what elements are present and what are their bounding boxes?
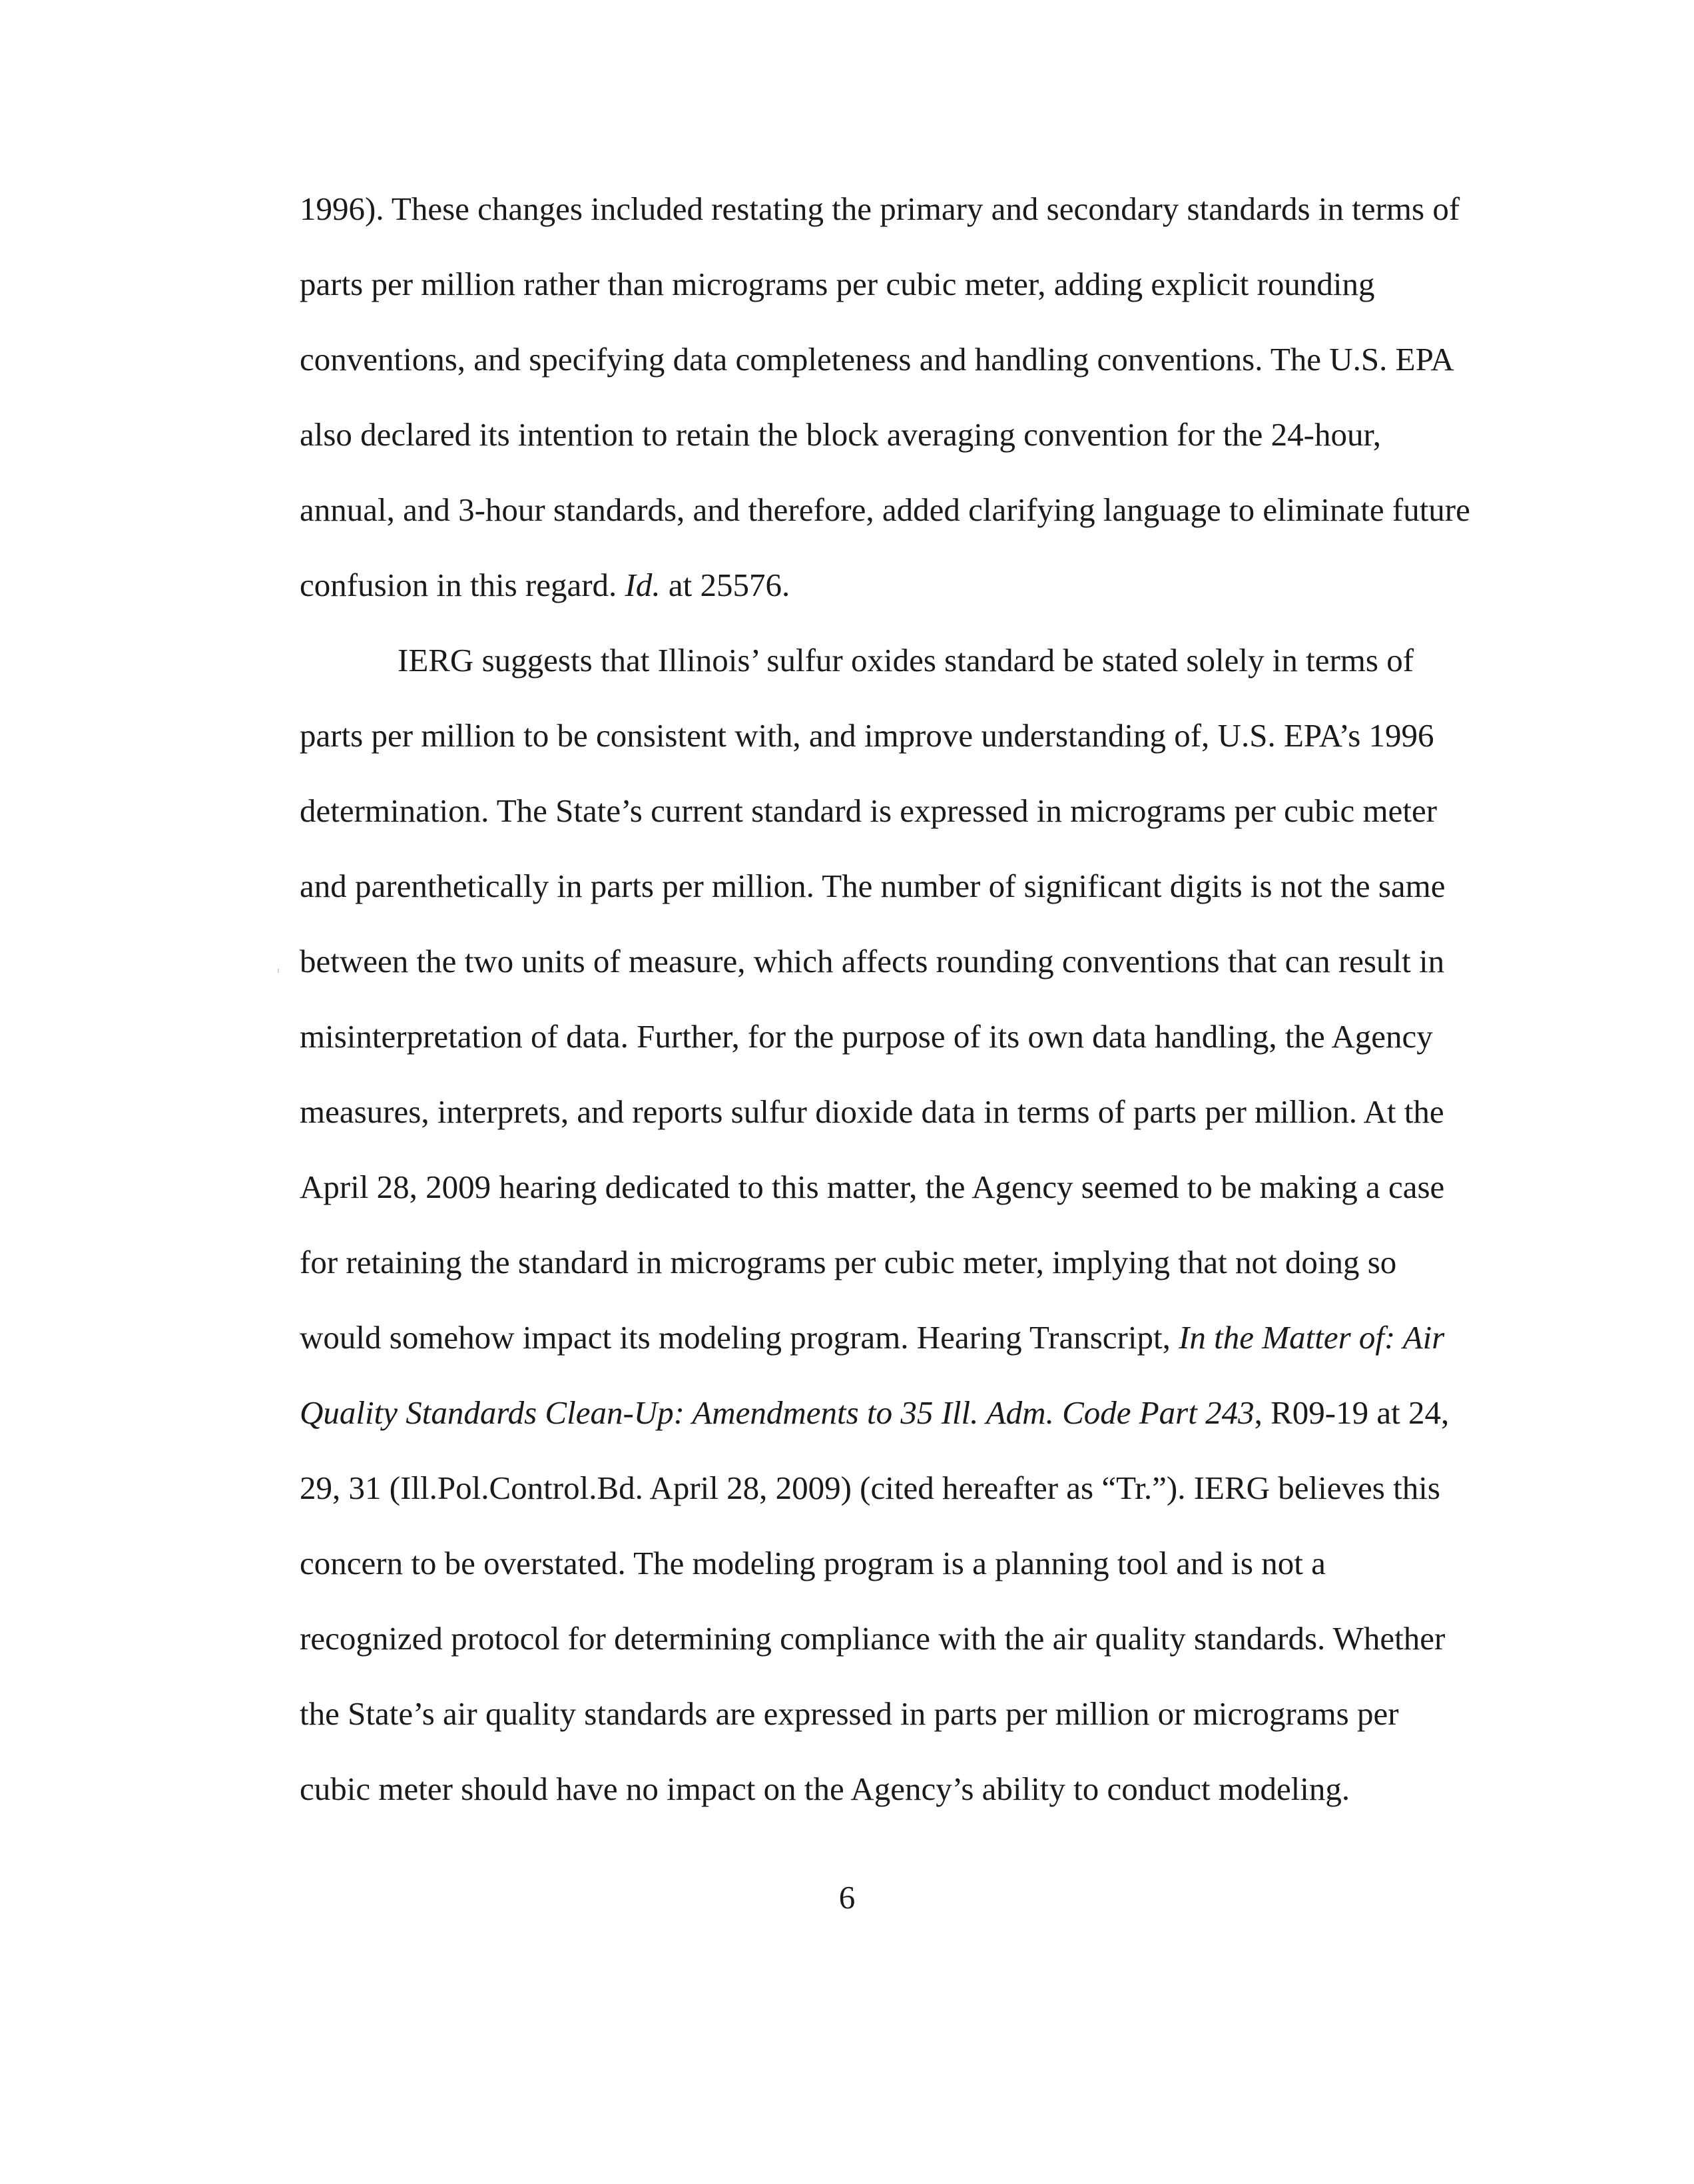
paragraph-1-line-6 [300, 565, 790, 605]
paragraph-1-line-4: also declared its intention to retain the block averaging convention for the 24-hour, [300, 416, 1382, 453]
paragraph-1-line-2: parts per million rather than micrograms per cubic meter, adding explicit rounding [300, 266, 1375, 302]
scan-artifact [278, 969, 279, 973]
paragraph-2-line-7: measures, interprets, and reports sulfur dioxide data in terms of parts per million. At the [300, 1093, 1444, 1130]
paragraph-2-line-10 [300, 1318, 1444, 1358]
paragraph-2-line-15: the State’s air quality standards are expressed in parts per million or micrograms per [300, 1695, 1399, 1732]
paragraph-2-line-3: determination. The State’s current standard is expressed in micrograms per cubic meter [300, 792, 1438, 829]
paragraph-1-line-3: conventions, and specifying data completeness and handling conventions. The U.S. EPA [300, 341, 1454, 378]
paragraph-2-line-8: April 28, 2009 hearing dedicated to this matter, the Agency seemed to be making a case [300, 1169, 1445, 1205]
page-number: 6 [838, 1879, 856, 1916]
paragraph-2-line-5: between the two units of measure, which affects rounding conventions that can result in [300, 943, 1445, 979]
paragraph-2-line-12: 29, 31 (Ill.Pol.Control.Bd. April 28, 2009) (cited hereafter as “Tr.”). IERG believes this [300, 1470, 1440, 1506]
paragraph-2-line-6: misinterpretation of data. Further, for the purpose of its own data handling, the Agency [300, 1018, 1433, 1055]
paragraph-2-line-1: IERG suggests that Illinois’ sulfur oxides standard be stated solely in terms of [398, 642, 1414, 679]
paragraph-2-line-16: cubic meter should have no impact on the Agency’s ability to conduct modeling. [300, 1771, 1350, 1807]
text-segment: at 25576. [660, 567, 790, 603]
paragraph-2-line-13: concern to be overstated. The modeling program is a planning tool and is not a [300, 1545, 1326, 1581]
citation-id: Id. [625, 567, 661, 603]
paragraph-2-line-9: for retaining the standard in micrograms per cubic meter, implying that not doing so [300, 1244, 1397, 1280]
paragraph-1-line-1: 1996). These changes included restating the primary and secondary standards in terms of [300, 190, 1460, 227]
text-segment: would somehow impact its modeling program. Hearing Transcript, [300, 1319, 1179, 1356]
case-title: Quality Standards Clean-Up: Amendments to 35 Ill. Adm. Code Part 243 [300, 1394, 1255, 1431]
paragraph-2-line-4: and parenthetically in parts per million. The number of significant digits is not the same [300, 868, 1446, 904]
paragraph-1-line-5: annual, and 3-hour standards, and therefore, added clarifying language to eliminate future [300, 491, 1470, 528]
text-segment: , R09-19 at 24, [1254, 1394, 1450, 1431]
text-segment: confusion in this regard. [300, 567, 625, 603]
case-title: In the Matter of: Air [1179, 1319, 1445, 1356]
paragraph-2-line-14: recognized protocol for determining compliance with the air quality standards. Whether [300, 1620, 1446, 1657]
paragraph-2-line-11 [300, 1393, 1449, 1433]
paragraph-2-line-2: parts per million to be consistent with, and improve understanding of, U.S. EPA’s 1996 [300, 717, 1434, 754]
